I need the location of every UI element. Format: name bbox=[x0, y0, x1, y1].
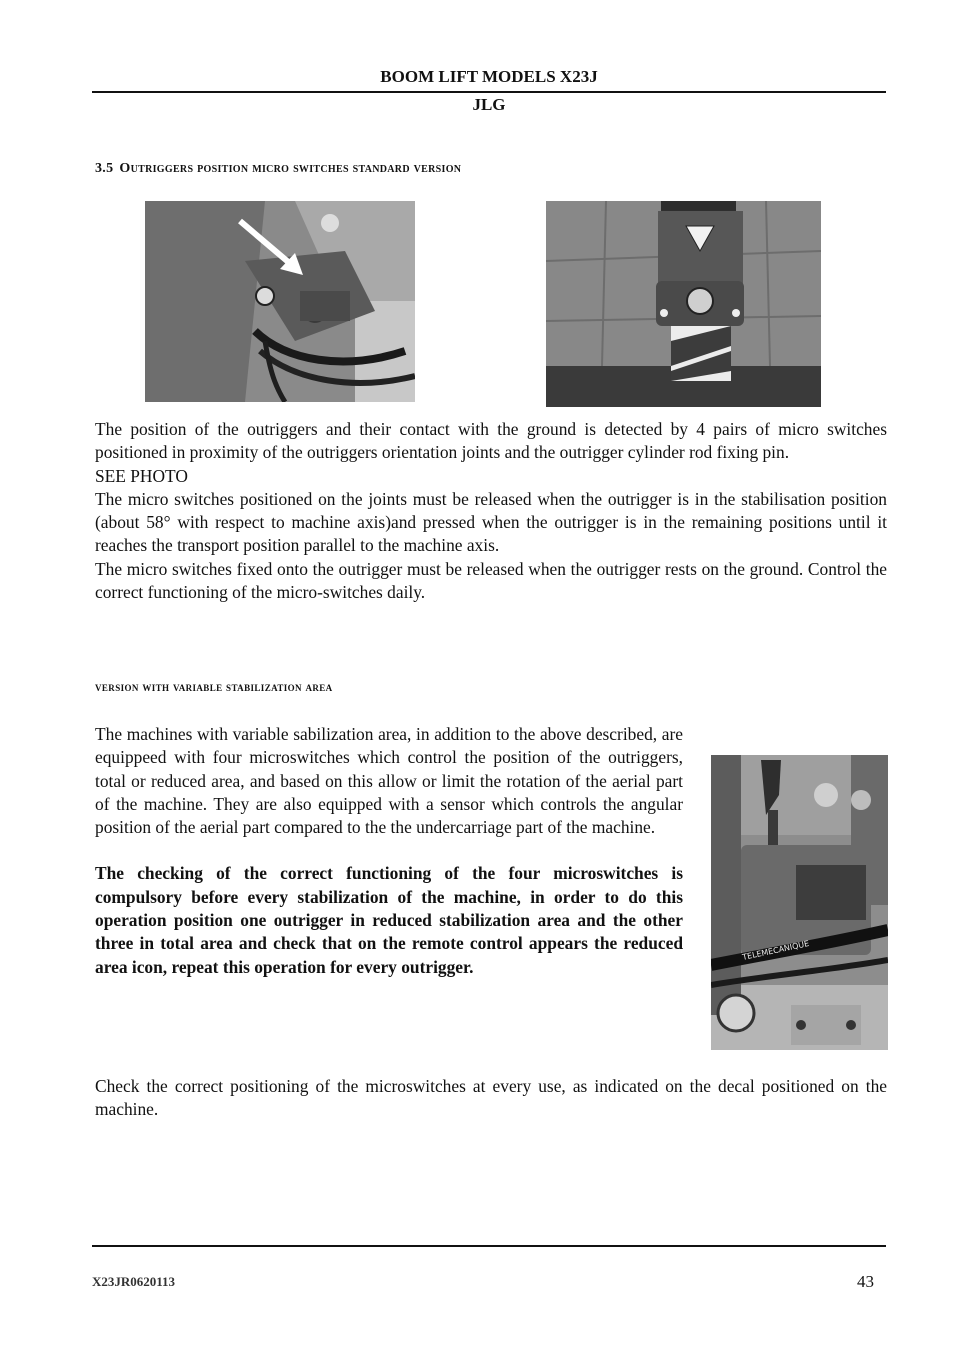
closing-paragraph: Check the correct positioning of the microswitches at every use, as indicated on the decal positioned on the machine. bbox=[95, 1076, 887, 1120]
intro-text bbox=[95, 418, 887, 604]
intro-paragraph: The micro switches positioned on the joints must be released when the outrigger is in the stabilisation position (about 58° with respect to machine axis)and pressed when the outrigger is in the remaining positions until it reaches the transport position parallel to the machine axis. bbox=[95, 488, 887, 556]
warning-paragraph: The checking of the correct functioning of the four microswitches is compulsory before every stabilization of the machine, in order to do this operation position one outrigger in reduced stabilization area and the other three in total area and check that on the remote control appears the reduced area icon, repeat this operation for every outrigger. bbox=[95, 863, 683, 977]
section-number: 3.5 bbox=[95, 161, 114, 176]
header-brand: JLG bbox=[472, 95, 506, 114]
subsection-title: version with variable stabilization area bbox=[95, 680, 333, 694]
subsection-paragraph: The machines with variable sabilization area, in addition to the above described, are equippeed with four microswitches which control the position of the outriggers, total or reduced area, and based on this allow or limit the rotation of the aerial part of the machine. They are also equipped with a sensor which controls the angular position of the aerial part compared to the the undercarriage part of the machine. bbox=[95, 724, 683, 838]
footer-doc-code: X23JR0620113 bbox=[92, 1274, 176, 1289]
page-number: 43 bbox=[857, 1272, 874, 1291]
closing-text bbox=[95, 1075, 887, 1122]
intro-paragraph: SEE PHOTO bbox=[95, 465, 188, 486]
outrigger-switch-box-photo bbox=[546, 201, 821, 407]
section-heading bbox=[95, 161, 461, 177]
subsection-text bbox=[95, 723, 683, 979]
intro-paragraph: The micro switches fixed onto the outrigger must be released when the outrigger rests on the ground. Control the correct functioning of the micro-switches daily. bbox=[95, 558, 887, 603]
header-divider bbox=[92, 91, 886, 93]
telemecanique-label: TELEMECANIQUE bbox=[741, 939, 810, 962]
header-title: BOOM LIFT MODELS X23J bbox=[380, 67, 598, 86]
section-title: Outriggers position micro switches standard version bbox=[119, 161, 462, 176]
intro-paragraph: The position of the outriggers and their contact with the ground is detected by 4 pairs of micro switches positioned in proximity of the outriggers orientation joints and the outrigger cylinder rod fixing pin. bbox=[95, 419, 887, 463]
microswitch-photo bbox=[711, 755, 888, 1050]
footer-divider bbox=[92, 1245, 886, 1247]
paragraph-spacer bbox=[95, 839, 683, 862]
outrigger-joint-photo bbox=[145, 201, 415, 402]
